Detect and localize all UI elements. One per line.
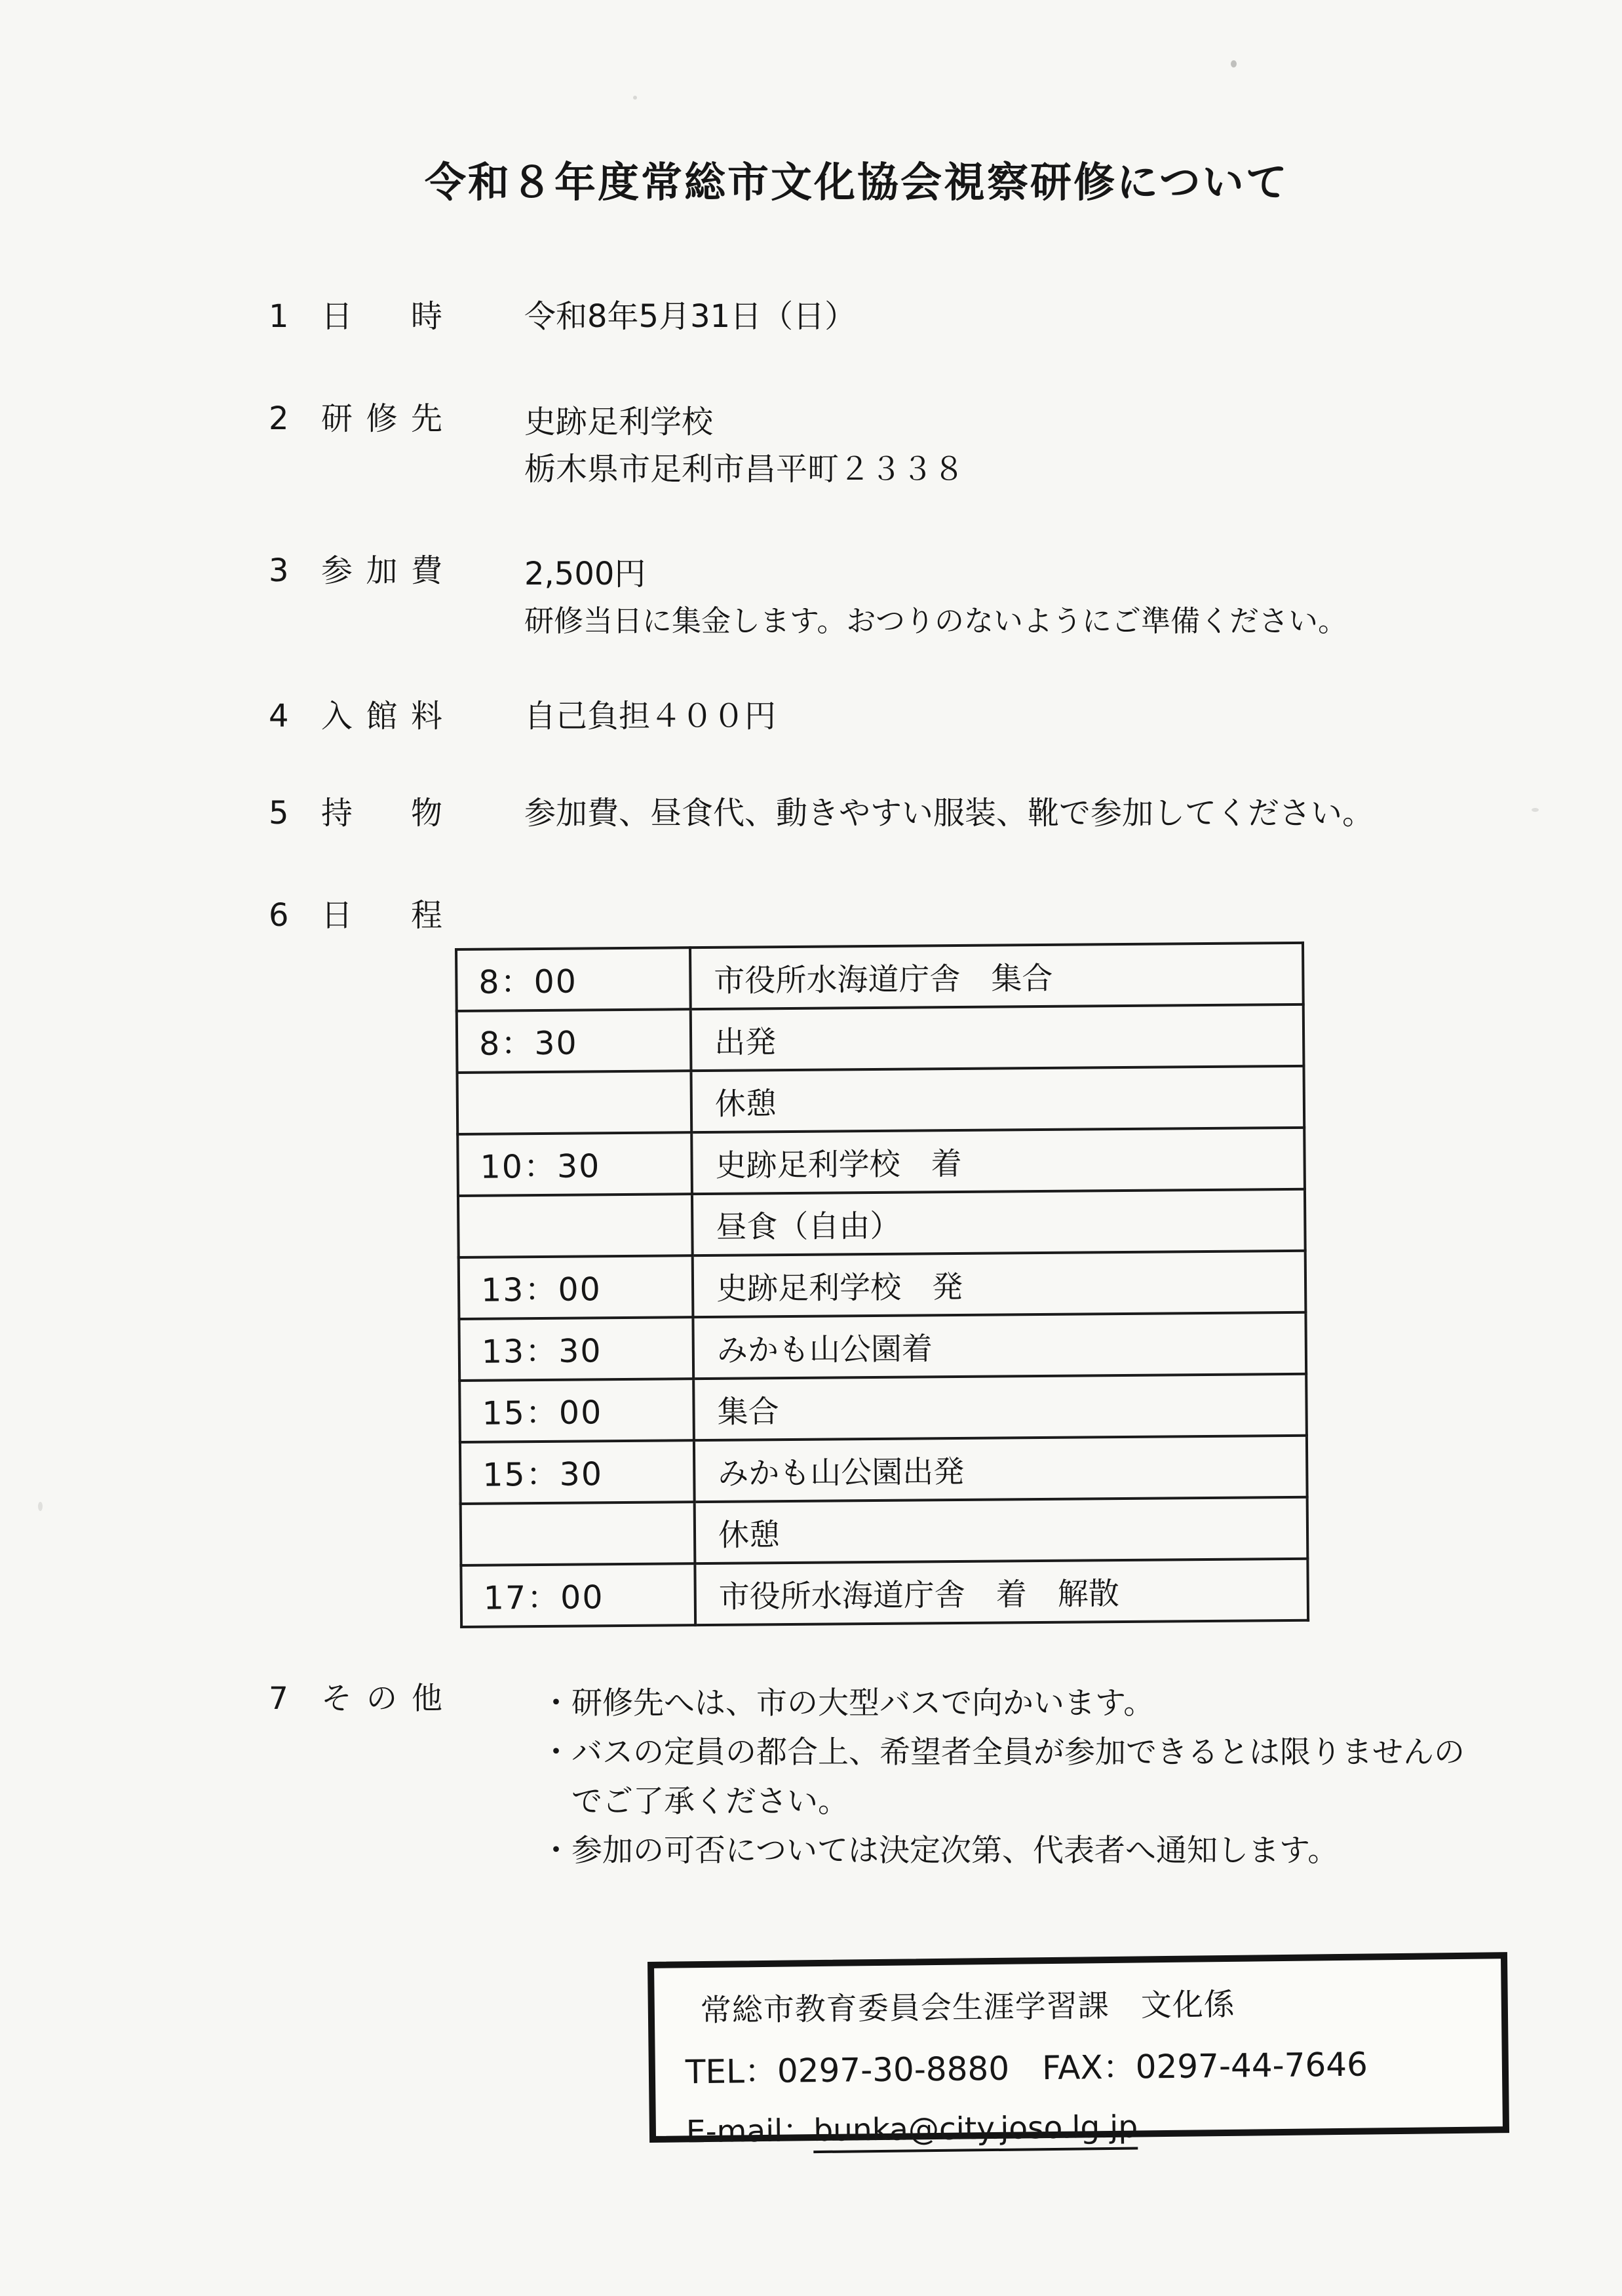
table-row (460, 1436, 1307, 1504)
section-datetime (269, 296, 856, 337)
bullet-mark: ・ (541, 1833, 571, 1869)
section-label: その他 (321, 1681, 442, 1717)
time-cell: 15：00 (459, 1379, 694, 1442)
section-destination (269, 398, 965, 493)
bullet-text: バスの定員の都合上、希望者全員が参加できるとは限りませんの (571, 1734, 1465, 1770)
section-label: 参加費 (321, 552, 442, 589)
fee-note: 研修当日に集金します。おつりのないようにご準備ください。 (524, 603, 1347, 638)
bullet-text: 参加の可否については決定次第、代表者へ通知します。 (571, 1833, 1339, 1869)
time-cell: 15：30 (460, 1440, 695, 1504)
bullet-item-continuation: でご了承ください。 (571, 1784, 849, 1820)
section-value: 参加費、昼食代、動きやすい服装、靴で参加してください。 (524, 795, 1374, 832)
destination-name: 史跡足利学校 (524, 404, 714, 440)
destination-address: 栃木県市足利市昌平町２３３８ (524, 451, 965, 488)
section-number: 5 (269, 795, 289, 832)
time-cell: 13：00 (459, 1255, 693, 1319)
bullet-mark: ・ (541, 1685, 571, 1721)
section-belongings (269, 793, 1374, 833)
section-value (524, 398, 965, 493)
time-cell (457, 1071, 691, 1134)
event-cell: 市役所水海道庁舎 集合 (690, 943, 1303, 1009)
time-cell: 10：30 (457, 1132, 692, 1196)
section-schedule-heading (269, 895, 442, 936)
time-cell: 8：30 (457, 1009, 691, 1073)
section-number: 6 (269, 897, 289, 934)
section-label: 研修先 (321, 400, 442, 437)
time-cell: 8：00 (456, 947, 691, 1011)
bullet-item (541, 1728, 1465, 1777)
section-number: 4 (269, 698, 289, 735)
scan-speck (1231, 60, 1237, 67)
section-number: 3 (269, 552, 289, 589)
table-row (459, 1312, 1306, 1381)
contact-organization: 常総市教育委員会生涯学習課 文化係 (700, 1986, 1236, 2029)
event-cell: みかも山公園出発 (694, 1436, 1307, 1502)
page-title: 令和８年度常総市文化協会視察研修について (425, 159, 1289, 206)
section-value: 自己負担４００円 (524, 698, 777, 735)
table-row (457, 1066, 1304, 1134)
section-label: 日 程 (321, 897, 442, 934)
email-address: bunka@city.joso.lg.jp (813, 2109, 1138, 2154)
bullet-text: 研修先へは、市の大型バスで向かいます。 (571, 1685, 1155, 1721)
bullet-item (541, 1679, 1465, 1728)
contact-tel-fax: TEL：0297-30-8880 FAX：0297-44-7646 (685, 2045, 1368, 2092)
others-bullet-list (541, 1679, 1465, 1875)
event-cell: 史跡足利学校 発 (693, 1251, 1306, 1317)
table-row (457, 1004, 1304, 1073)
section-admission (269, 696, 776, 737)
time-cell: 17：00 (461, 1563, 695, 1627)
section-number: 7 (269, 1681, 288, 1717)
scan-speck (633, 96, 637, 100)
table-row (461, 1497, 1308, 1565)
section-value (524, 550, 1347, 645)
section-number: 2 (269, 400, 289, 437)
event-cell: 集合 (693, 1374, 1307, 1440)
table-row (459, 1251, 1306, 1319)
section-label: 入館料 (321, 698, 442, 735)
fee-amount: 2,500円 (524, 556, 646, 592)
section-label: 日 時 (321, 298, 442, 335)
event-cell: 休憩 (691, 1066, 1304, 1132)
section-others (269, 1679, 1465, 1875)
event-cell: 昼食（自由） (692, 1189, 1305, 1255)
table-row (459, 1374, 1307, 1442)
table-row (456, 943, 1303, 1011)
event-cell: みかも山公園着 (693, 1312, 1306, 1379)
event-cell: 史跡足利学校 着 (691, 1128, 1305, 1194)
section-fee (269, 550, 1347, 645)
contact-box (647, 1952, 1509, 2151)
scan-speck (38, 1502, 43, 1511)
scan-speck (1532, 808, 1539, 812)
email-label: E-mail： (685, 2113, 814, 2151)
event-cell: 出発 (691, 1004, 1304, 1071)
section-label: 持 物 (321, 795, 442, 832)
contact-email-line (686, 2098, 1503, 2151)
event-cell: 市役所水海道庁舎 着 解散 (695, 1559, 1308, 1625)
schedule-table (455, 942, 1309, 1628)
section-value: 令和8年5月31日（日） (524, 298, 857, 335)
section-number: 1 (269, 298, 289, 335)
table-row (457, 1128, 1305, 1196)
event-cell: 休憩 (695, 1497, 1308, 1563)
table-row (458, 1189, 1305, 1257)
bullet-mark: ・ (541, 1734, 571, 1770)
time-cell (458, 1194, 693, 1257)
bullet-item (541, 1826, 1465, 1875)
time-cell: 13：30 (459, 1317, 693, 1381)
time-cell (461, 1502, 695, 1565)
table-row (461, 1559, 1308, 1627)
